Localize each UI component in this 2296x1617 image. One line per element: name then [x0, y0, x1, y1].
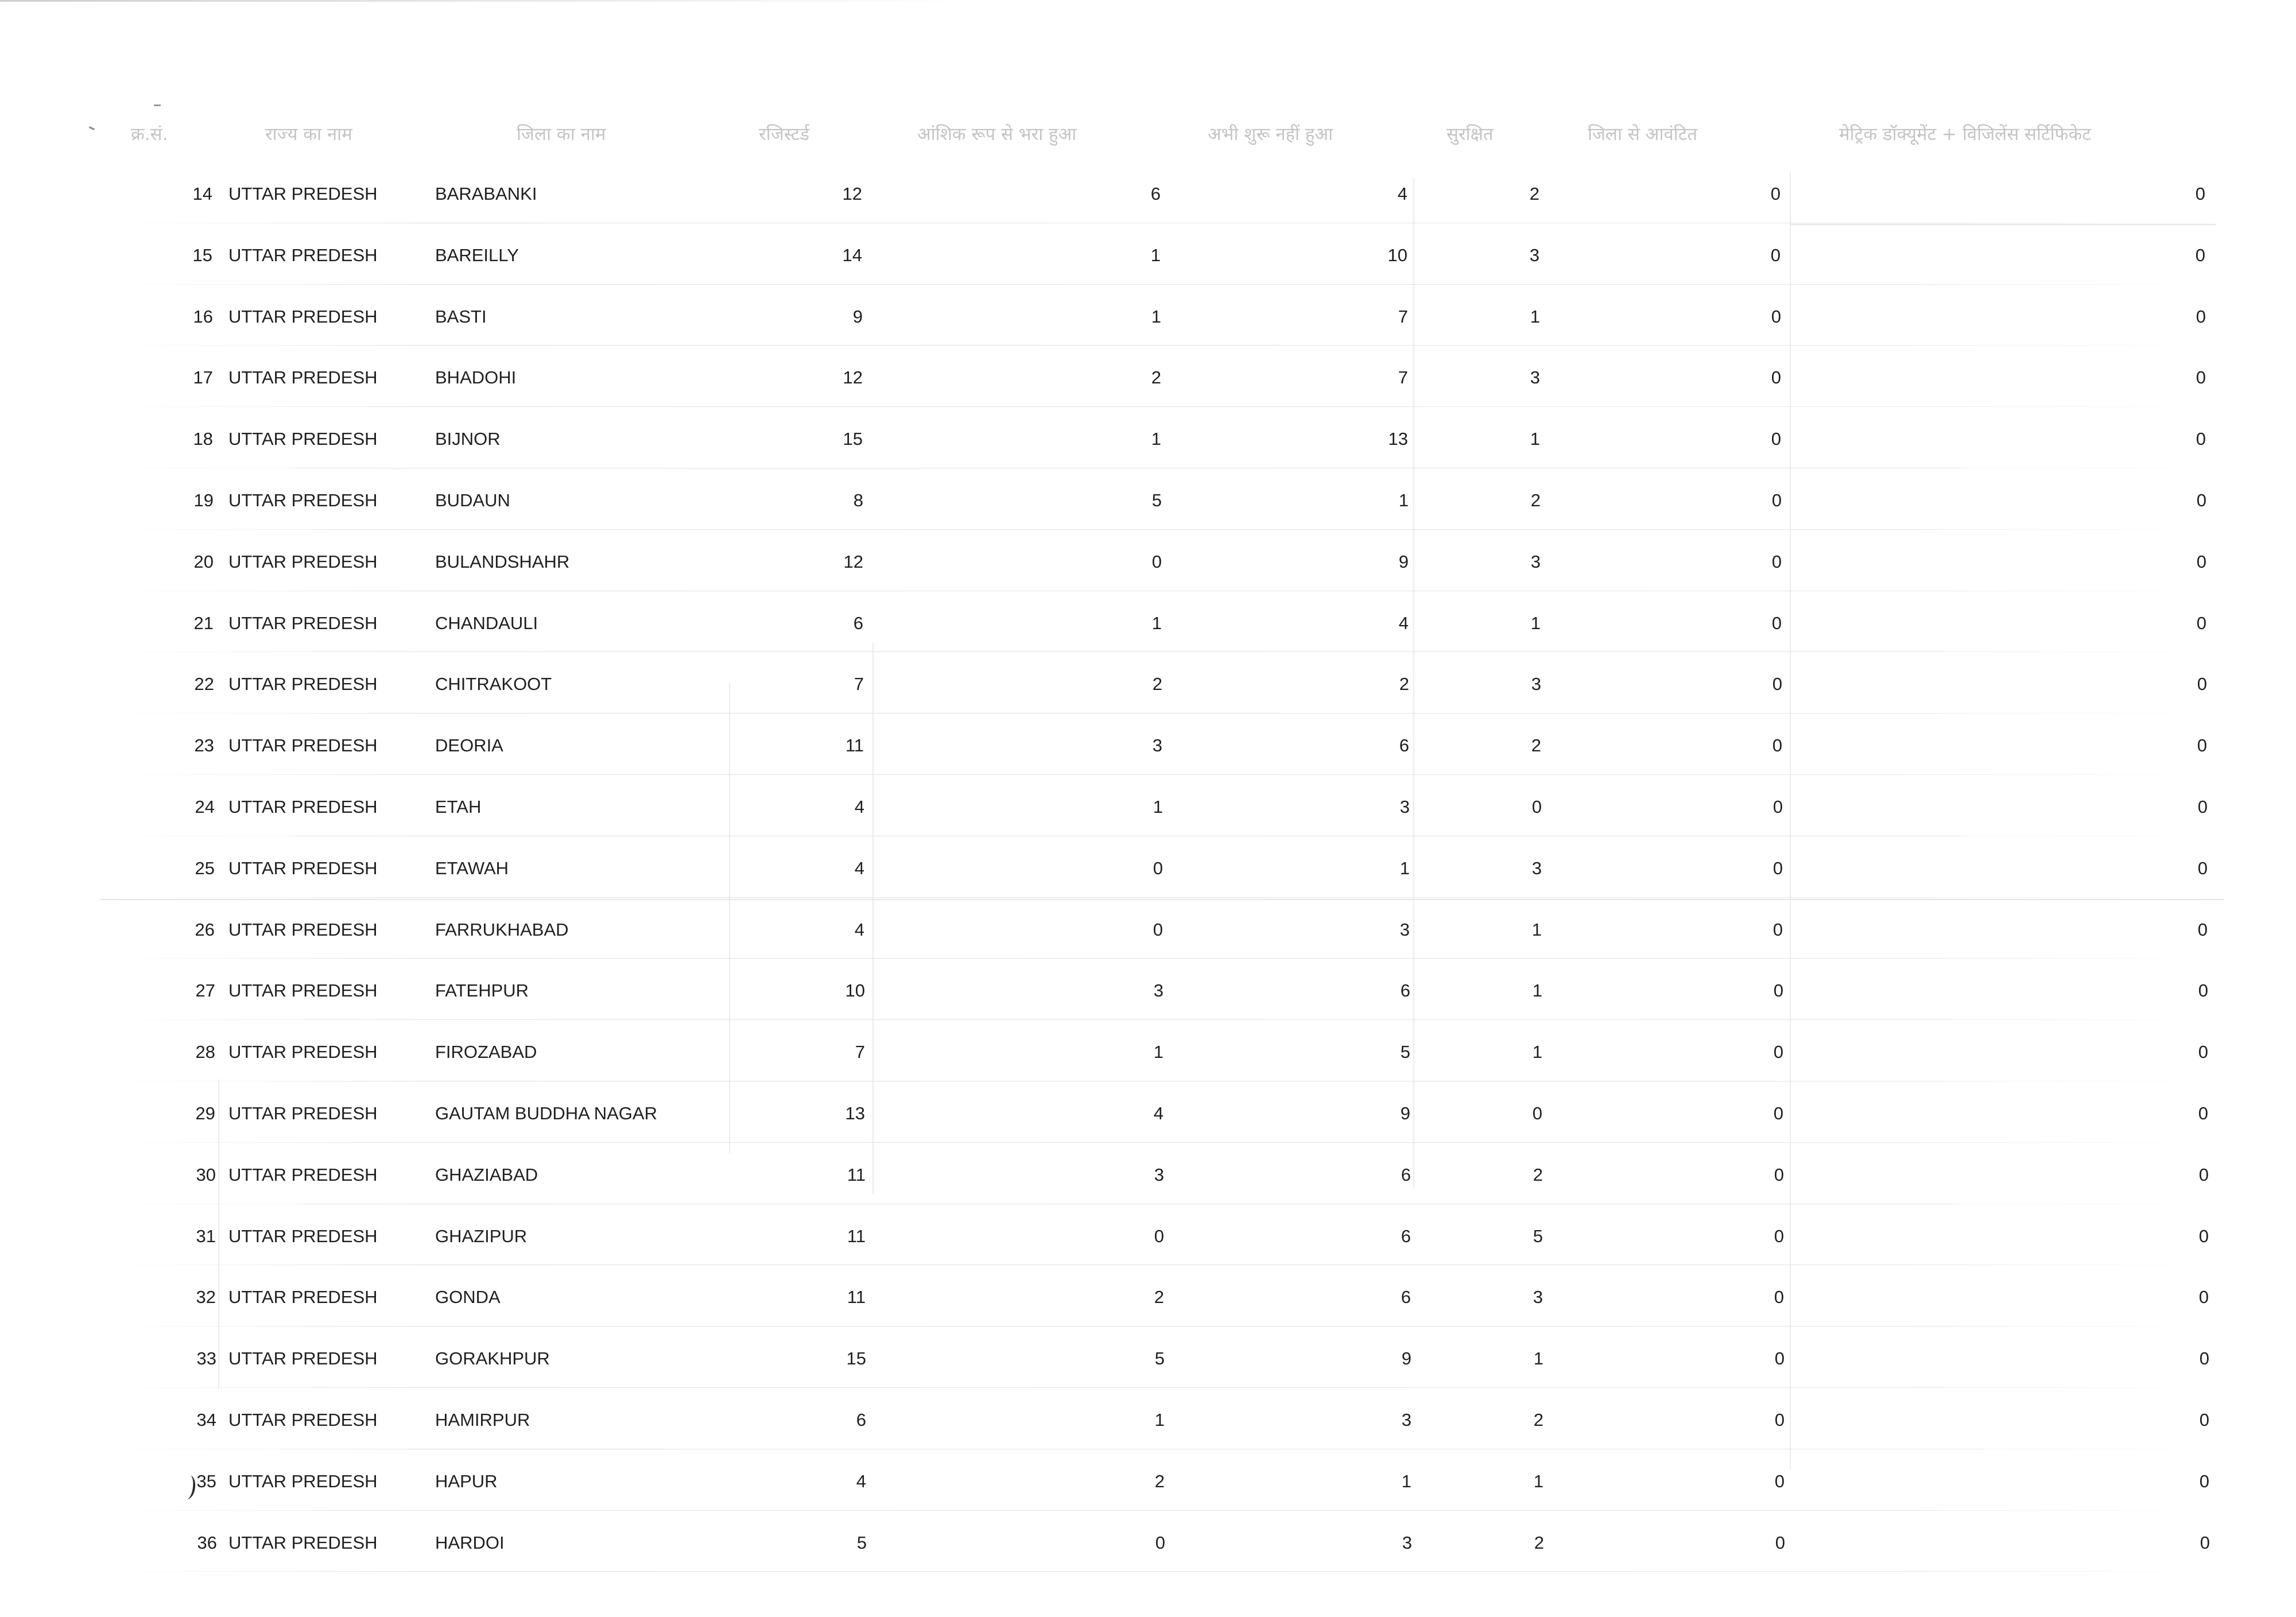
header-registered: रजिस्टर्ड	[759, 124, 809, 145]
table-row	[0, 1204, 2296, 1266]
cell-state-name: UTTAR PREDESH	[228, 612, 378, 633]
table-row	[0, 1143, 2296, 1204]
cell-district-name: BAREILLY	[435, 245, 519, 265]
table-row	[0, 591, 2296, 653]
cell-serial-number: 19	[193, 490, 214, 510]
cell-not-started: 1	[1401, 1471, 1411, 1491]
cell-district-transfer: 0	[1771, 612, 1782, 633]
cell-partially-filled: 0	[1151, 551, 1162, 572]
cell-district-name: CHITRAKOOT	[435, 674, 552, 695]
cell-saved: 3	[1531, 858, 1542, 878]
table-row	[0, 1388, 2296, 1449]
cell-district-name: BULANDSHAHR	[435, 551, 570, 572]
cell-saved: 2	[1533, 1409, 1543, 1430]
cell-district-name: BHADOHI	[435, 367, 517, 388]
table-row	[0, 1511, 2296, 1572]
cell-document-certificate: 0	[2198, 1164, 2209, 1185]
cell-partially-filled: 1	[1153, 1042, 1163, 1063]
cell-district-name: FIROZABAD	[435, 1042, 537, 1063]
cell-district-transfer: 0	[1771, 306, 1781, 327]
cell-not-started: 6	[1400, 980, 1410, 1001]
cell-partially-filled: 1	[1150, 245, 1161, 265]
cell-not-started: 1	[1399, 858, 1410, 878]
table-row	[0, 836, 2296, 898]
cell-serial-number: 28	[195, 1042, 215, 1063]
cell-district-transfer: 0	[1774, 1409, 1785, 1430]
cell-document-certificate: 0	[2198, 1287, 2209, 1308]
cell-district-transfer: 0	[1771, 429, 1781, 449]
cell-document-certificate: 0	[2199, 1348, 2209, 1369]
cell-registered: 6	[853, 612, 863, 633]
cell-not-started: 9	[1398, 551, 1409, 572]
table-row	[0, 407, 2296, 468]
cell-saved: 1	[1532, 1042, 1542, 1063]
cell-partially-filled: 0	[1155, 1532, 1165, 1553]
cell-not-started: 6	[1401, 1226, 1411, 1246]
cell-document-certificate: 0	[2199, 1471, 2209, 1491]
cell-district-name: BASTI	[435, 306, 487, 327]
cell-saved: 1	[1533, 1348, 1543, 1369]
cell-partially-filled: 1	[1151, 306, 1161, 327]
table-row	[0, 775, 2296, 836]
cell-serial-number: 20	[193, 551, 214, 572]
cell-serial-number: 24	[195, 796, 215, 817]
cell-serial-number: 18	[193, 429, 213, 449]
cell-not-started: 4	[1397, 184, 1407, 204]
cell-registered: 7	[855, 1042, 865, 1063]
district-data-table	[0, 162, 2296, 1572]
cell-document-certificate: 0	[2198, 1103, 2208, 1123]
cell-registered: 4	[854, 796, 864, 817]
cell-state-name: UTTAR PREDESH	[228, 858, 378, 878]
cell-district-transfer: 0	[1775, 1532, 1785, 1553]
cell-partially-filled: 3	[1152, 735, 1162, 756]
cell-saved: 1	[1530, 429, 1540, 449]
stray-mark	[154, 104, 161, 106]
cell-district-name: GAUTAM BUDDHA NAGAR	[435, 1103, 657, 1123]
header-document-certificate: मेट्रिक डॉक्यूमेंट + विजिलेंस सर्टिफिकेट	[1839, 124, 2091, 145]
cell-state-name: UTTAR PREDESH	[228, 245, 378, 265]
header-saved: सुरक्षित	[1446, 124, 1494, 145]
cell-district-transfer: 0	[1774, 1226, 1784, 1246]
cell-not-started: 3	[1401, 1409, 1411, 1430]
table-row	[0, 468, 2296, 530]
cell-registered: 4	[854, 858, 864, 878]
cell-registered: 4	[854, 919, 864, 940]
cell-serial-number: 26	[195, 919, 215, 940]
cell-district-name: BIJNOR	[435, 429, 501, 449]
cell-partially-filled: 0	[1153, 919, 1163, 940]
cell-district-name: HAMIRPUR	[435, 1409, 530, 1430]
cell-district-name: FARRUKHABAD	[435, 919, 569, 940]
cell-not-started: 2	[1399, 674, 1409, 695]
cell-not-started: 6	[1399, 735, 1409, 756]
cell-district-name: CHANDAULI	[435, 612, 538, 633]
cell-district-transfer: 0	[1771, 551, 1782, 572]
cell-partially-filled: 5	[1154, 1348, 1165, 1369]
cell-serial-number: 36	[197, 1532, 217, 1553]
cell-state-name: UTTAR PREDESH	[228, 1042, 378, 1063]
header-district-name: जिला का नाम	[517, 124, 606, 145]
cell-district-name: ETAH	[435, 796, 482, 817]
cell-registered: 8	[853, 490, 863, 510]
cell-saved: 2	[1533, 1164, 1543, 1185]
cell-saved: 1	[1532, 980, 1542, 1001]
cell-state-name: UTTAR PREDESH	[228, 1409, 378, 1430]
cell-saved: 2	[1530, 490, 1541, 510]
cell-not-started: 6	[1401, 1164, 1411, 1185]
table-row	[0, 1265, 2296, 1327]
cell-document-certificate: 0	[2198, 1226, 2209, 1246]
header-state-name: राज्य का नाम	[265, 124, 352, 145]
cell-district-transfer: 0	[1770, 245, 1781, 265]
cell-registered: 15	[846, 1348, 866, 1369]
header-serial-number: क्र.सं.	[131, 124, 168, 145]
cell-document-certificate: 0	[2196, 551, 2206, 572]
cell-serial-number: 22	[194, 674, 214, 695]
cell-not-started: 1	[1398, 490, 1409, 510]
cell-registered: 5	[856, 1532, 867, 1553]
cell-district-name: DEORIA	[435, 735, 503, 756]
cell-registered: 11	[847, 1164, 866, 1185]
cell-district-name: GHAZIPUR	[435, 1226, 528, 1246]
cell-registered: 9	[852, 306, 863, 327]
cell-not-started: 3	[1399, 919, 1410, 940]
cell-registered: 13	[845, 1103, 865, 1123]
cell-saved: 1	[1530, 612, 1541, 633]
cell-state-name: UTTAR PREDESH	[228, 1287, 378, 1308]
cell-state-name: UTTAR PREDESH	[228, 367, 378, 388]
cell-state-name: UTTAR PREDESH	[228, 980, 378, 1001]
cell-document-certificate: 0	[2195, 184, 2205, 204]
cell-district-transfer: 0	[1774, 1471, 1785, 1491]
cell-district-name: GONDA	[435, 1287, 501, 1308]
cell-not-started: 4	[1398, 612, 1409, 633]
cell-not-started: 9	[1401, 1348, 1411, 1369]
cell-not-started: 6	[1401, 1287, 1411, 1308]
cell-state-name: UTTAR PREDESH	[228, 490, 378, 510]
header-district-transfer: जिला से आवंटित	[1588, 124, 1697, 145]
cell-state-name: UTTAR PREDESH	[228, 1226, 378, 1246]
table-row	[0, 714, 2296, 775]
cell-district-transfer: 0	[1770, 184, 1781, 204]
cell-state-name: UTTAR PREDESH	[228, 674, 378, 695]
cell-document-certificate: 0	[2200, 1532, 2210, 1553]
cell-partially-filled: 2	[1152, 674, 1162, 695]
cell-state-name: UTTAR PREDESH	[228, 1103, 378, 1123]
cell-partially-filled: 6	[1150, 184, 1161, 204]
cell-registered: 11	[847, 1226, 866, 1246]
cell-saved: 2	[1534, 1532, 1544, 1553]
cell-district-transfer: 0	[1774, 1287, 1784, 1308]
cell-not-started: 5	[1400, 1042, 1410, 1063]
cell-saved: 5	[1533, 1226, 1543, 1246]
cell-state-name: UTTAR PREDESH	[228, 1348, 378, 1369]
cell-district-name: ETAWAH	[435, 858, 509, 878]
cell-registered: 14	[842, 245, 862, 265]
cell-saved: 1	[1533, 1471, 1543, 1491]
cell-saved: 1	[1531, 919, 1542, 940]
cell-partially-filled: 3	[1153, 980, 1163, 1001]
cell-not-started: 7	[1398, 306, 1408, 327]
cell-district-transfer: 0	[1773, 1042, 1783, 1063]
cell-state-name: UTTAR PREDESH	[228, 429, 378, 449]
cell-partially-filled: 1	[1151, 429, 1161, 449]
cell-document-certificate: 0	[2197, 674, 2207, 695]
cell-document-certificate: 0	[2196, 429, 2206, 449]
cell-serial-number: 17	[193, 367, 213, 388]
cell-saved: 3	[1530, 367, 1540, 388]
cell-partially-filled: 5	[1151, 490, 1162, 510]
cell-partially-filled: 2	[1154, 1471, 1165, 1491]
cell-serial-number: 16	[193, 306, 213, 327]
cell-district-transfer: 0	[1774, 1348, 1785, 1369]
cell-district-name: HAPUR	[435, 1471, 498, 1491]
cell-district-transfer: 0	[1773, 919, 1783, 940]
cell-district-name: GHAZIABAD	[435, 1164, 538, 1185]
cell-serial-number: 35	[196, 1471, 216, 1491]
cell-not-started: 3	[1399, 796, 1410, 817]
table-row	[0, 346, 2296, 407]
cell-registered: 10	[845, 980, 865, 1001]
cell-district-name: FATEHPUR	[435, 980, 529, 1001]
cell-district-name: HARDOI	[435, 1532, 505, 1553]
cell-registered: 12	[843, 367, 863, 388]
cell-document-certificate: 0	[2197, 919, 2208, 940]
cell-district-name: BUDAUN	[435, 490, 510, 510]
cell-saved: 0	[1531, 796, 1542, 817]
cell-state-name: UTTAR PREDESH	[228, 1532, 378, 1553]
cell-not-started: 9	[1400, 1103, 1410, 1123]
cell-district-transfer: 0	[1773, 1103, 1783, 1123]
cell-document-certificate: 0	[2199, 1409, 2209, 1430]
cell-serial-number: 14	[192, 184, 212, 204]
cell-serial-number: 31	[196, 1226, 216, 1246]
cell-registered: 4	[856, 1471, 866, 1491]
cell-document-certificate: 0	[2197, 796, 2208, 817]
cell-serial-number: 21	[193, 612, 214, 633]
cell-registered: 12	[842, 184, 862, 204]
cell-state-name: UTTAR PREDESH	[228, 1471, 378, 1491]
table-row	[0, 959, 2296, 1020]
table-row	[0, 1020, 2296, 1081]
cell-state-name: UTTAR PREDESH	[228, 796, 378, 817]
cell-saved: 3	[1531, 674, 1541, 695]
cell-serial-number: 23	[194, 735, 214, 756]
cell-partially-filled: 1	[1154, 1409, 1165, 1430]
cell-registered: 11	[847, 1287, 866, 1308]
cell-state-name: UTTAR PREDESH	[228, 306, 378, 327]
cell-document-certificate: 0	[2195, 245, 2205, 265]
table-row	[0, 1327, 2296, 1388]
cell-partially-filled: 0	[1154, 1226, 1164, 1246]
cell-state-name: UTTAR PREDESH	[228, 184, 378, 204]
cell-partially-filled: 0	[1153, 858, 1163, 878]
cell-saved: 2	[1529, 184, 1539, 204]
cell-not-started: 7	[1398, 367, 1408, 388]
scan-top-edge	[0, 0, 976, 2]
cell-district-transfer: 0	[1771, 490, 1782, 510]
cell-state-name: UTTAR PREDESH	[228, 551, 378, 572]
cell-serial-number: 32	[196, 1287, 216, 1308]
table-row	[0, 652, 2296, 714]
cell-partially-filled: 1	[1151, 612, 1162, 633]
table-row	[0, 1081, 2296, 1143]
cell-not-started: 13	[1388, 429, 1408, 449]
header-not-started: अभी शुरू नहीं हुआ	[1208, 124, 1333, 145]
table-header	[0, 117, 2296, 157]
cell-document-certificate: 0	[2196, 306, 2206, 327]
cell-registered: 12	[843, 551, 863, 572]
cell-registered: 7	[854, 674, 864, 695]
cell-district-transfer: 0	[1771, 367, 1781, 388]
cell-state-name: UTTAR PREDESH	[228, 1164, 378, 1185]
table-row	[0, 1449, 2296, 1511]
cell-serial-number: 25	[195, 858, 215, 878]
cell-not-started: 3	[1402, 1532, 1412, 1553]
cell-serial-number: 27	[195, 980, 215, 1001]
cell-district-transfer: 0	[1773, 796, 1783, 817]
table-row	[0, 223, 2296, 285]
cell-serial-number: 15	[192, 245, 212, 265]
cell-saved: 0	[1532, 1103, 1542, 1123]
cell-document-certificate: 0	[2197, 735, 2207, 756]
cell-partially-filled: 3	[1154, 1164, 1164, 1185]
header-partially-filled: आंशिक रूप से भरा हुआ	[917, 124, 1077, 145]
table-row	[0, 285, 2296, 346]
cell-state-name: UTTAR PREDESH	[228, 735, 378, 756]
cell-partially-filled: 4	[1153, 1103, 1163, 1123]
cell-serial-number: 34	[196, 1409, 216, 1430]
table-row	[0, 898, 2296, 959]
cell-registered: 15	[843, 429, 863, 449]
cell-document-certificate: 0	[2198, 1042, 2208, 1063]
table-row	[0, 162, 2296, 223]
cell-serial-number: 29	[195, 1103, 215, 1123]
cell-district-transfer: 0	[1772, 674, 1782, 695]
cell-district-transfer: 0	[1772, 735, 1782, 756]
cell-serial-number: 30	[196, 1164, 216, 1185]
cell-saved: 3	[1530, 551, 1541, 572]
cell-serial-number: 33	[196, 1348, 216, 1369]
cell-district-name: GORAKHPUR	[435, 1348, 550, 1369]
cell-state-name: UTTAR PREDESH	[228, 919, 378, 940]
cell-not-started: 10	[1387, 245, 1407, 265]
cell-document-certificate: 0	[2196, 367, 2206, 388]
cell-partially-filled: 2	[1151, 367, 1161, 388]
cell-district-name: BARABANKI	[435, 184, 537, 204]
cell-saved: 1	[1530, 306, 1540, 327]
cell-registered: 6	[856, 1409, 866, 1430]
table-row	[0, 530, 2296, 591]
cell-district-transfer: 0	[1773, 980, 1783, 1001]
cell-document-certificate: 0	[2198, 980, 2208, 1001]
cell-document-certificate: 0	[2196, 612, 2206, 633]
cell-document-certificate: 0	[2197, 858, 2208, 878]
cell-district-transfer: 0	[1774, 1164, 1784, 1185]
cell-document-certificate: 0	[2196, 490, 2206, 510]
cell-partially-filled: 1	[1153, 796, 1163, 817]
cell-saved: 2	[1531, 735, 1541, 756]
cell-saved: 3	[1529, 245, 1539, 265]
cell-district-transfer: 0	[1773, 858, 1783, 878]
cell-registered: 11	[845, 735, 864, 756]
cell-saved: 3	[1533, 1287, 1543, 1308]
cell-partially-filled: 2	[1154, 1287, 1164, 1308]
